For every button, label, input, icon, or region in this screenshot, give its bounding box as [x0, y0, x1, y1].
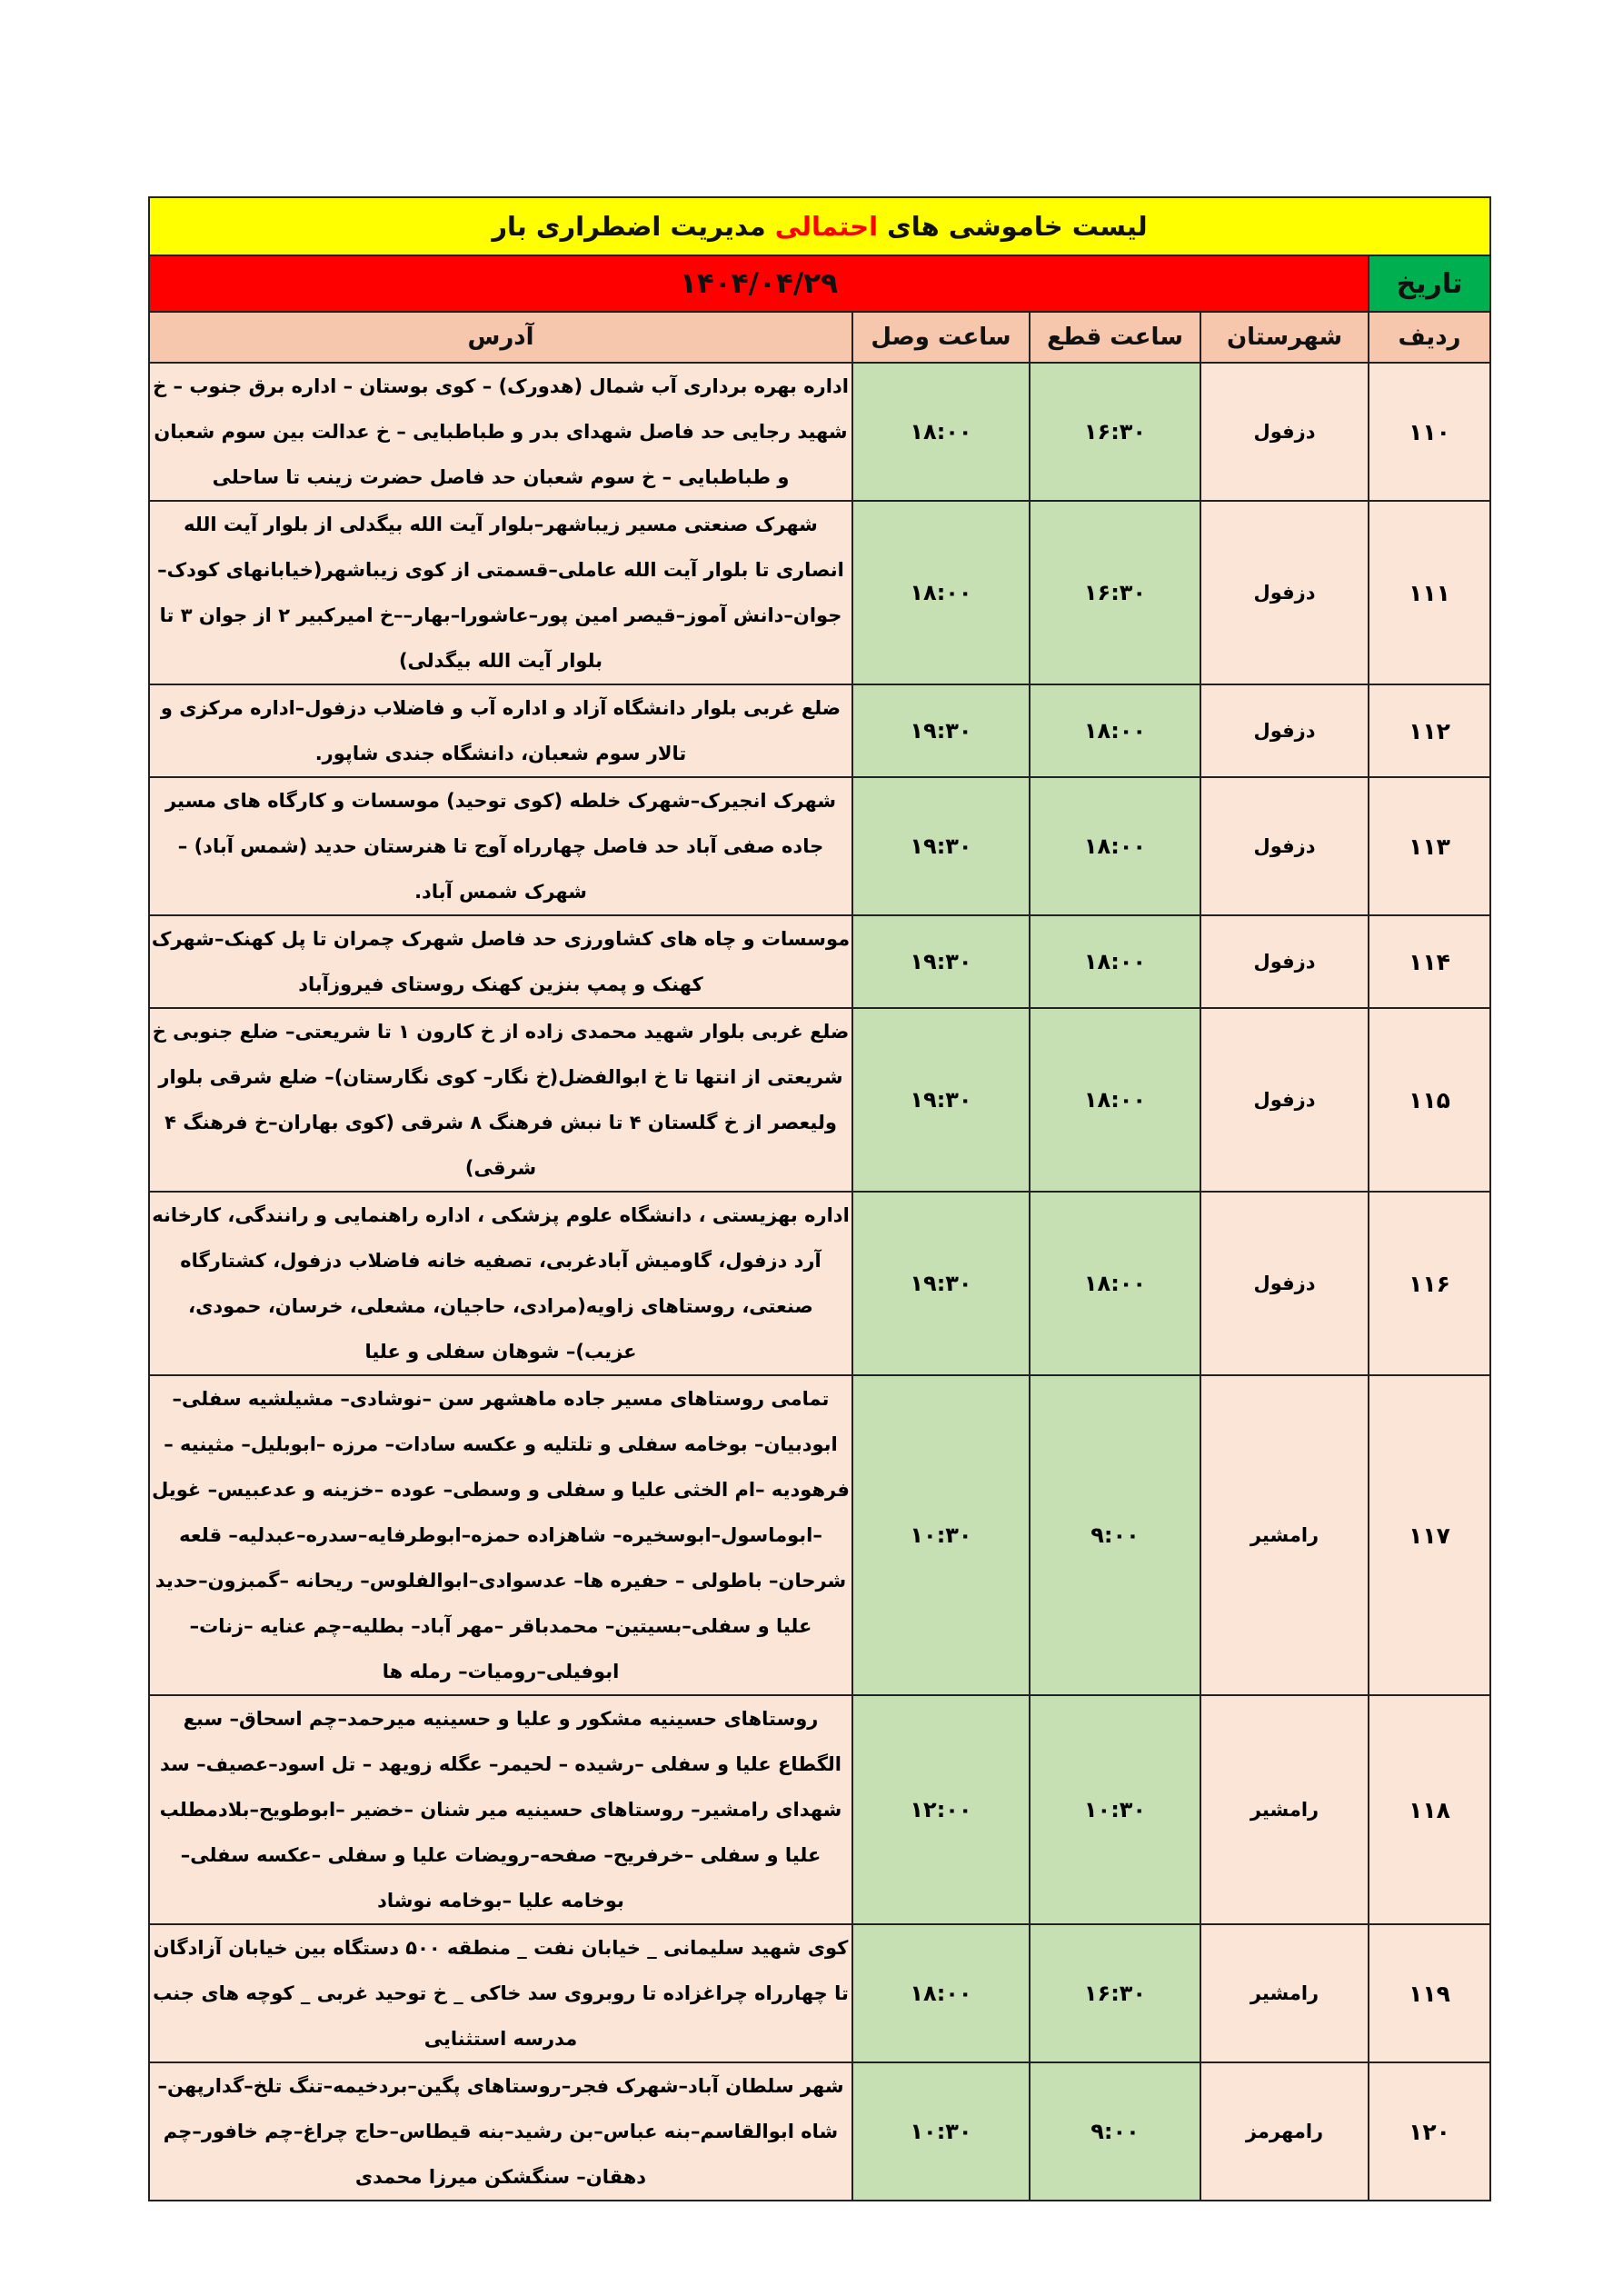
cut-time-cell: ۹:۰۰ [1030, 2062, 1200, 2201]
table-row [149, 915, 1490, 1008]
table-row [149, 684, 1490, 777]
row-number-cell: ۱۱۴ [1369, 915, 1490, 1008]
date-value: ۱۴۰۴/۰۴/۲۹ [149, 255, 1369, 312]
city-cell: دزفول [1200, 363, 1369, 501]
connect-time-cell: ۱۹:۳۰ [852, 684, 1030, 777]
address-cell: ضلع غربی بلوار دانشگاه آزاد و اداره آب و فاضلاب دزفول–اداره مرکزی و تالار سوم شعبان، دانشگاه جندی شاپور. [149, 684, 852, 777]
row-number-cell: ۱۱۷ [1369, 1375, 1490, 1695]
connect-time-cell: ۱۰:۳۰ [852, 1375, 1030, 1695]
table-row [149, 1008, 1490, 1192]
city-cell: دزفول [1200, 501, 1369, 684]
row-number-cell: ۱۱۰ [1369, 363, 1490, 501]
city-cell: رامشیر [1200, 1375, 1369, 1695]
row-number-cell: ۱۱۲ [1369, 684, 1490, 777]
title-highlight: احتمالی [774, 211, 879, 242]
cut-time-cell: ۱۶:۳۰ [1030, 501, 1200, 684]
cut-time-cell: ۱۶:۳۰ [1030, 363, 1200, 501]
table-row [149, 1924, 1490, 2062]
row-number-cell: ۱۱۵ [1369, 1008, 1490, 1192]
row-number-cell: ۱۱۳ [1369, 777, 1490, 915]
date-label: تاریخ [1369, 255, 1490, 312]
row-number-cell: ۱۱۶ [1369, 1192, 1490, 1375]
row-number-cell: ۱۱۹ [1369, 1924, 1490, 2062]
connect-time-cell: ۱۰:۳۰ [852, 2062, 1030, 2201]
city-cell: دزفول [1200, 777, 1369, 915]
title-part2: مدیریت اضطراری بار [492, 211, 766, 242]
header-address: آدرس [149, 312, 852, 363]
address-cell: اداره بهره برداری آب شمال (هدورک) – کوی بوستان – اداره برق جنوب – خ شهید رجایی حد فاصل شهدای بدر و طباطبایی – خ عدالت بین سوم شعبان و طباطبایی – خ سوم شعبان حد فاصل حضرت زینب تا ساحلی [149, 363, 852, 501]
table-row [149, 2062, 1490, 2201]
row-number-cell: ۱۲۰ [1369, 2062, 1490, 2201]
row-number-cell: ۱۱۸ [1369, 1695, 1490, 1924]
table-title [149, 197, 1490, 255]
connect-time-cell: ۱۹:۳۰ [852, 1192, 1030, 1375]
city-cell: دزفول [1200, 1192, 1369, 1375]
address-cell: اداره بهزیستی ، دانشگاه علوم پزشکی ، اداره راهنمایی و رانندگی، کارخانه آرد دزفول، گاومیش آبادغربی، تصفیه خانه فاضلاب دزفول، کشتارگاه صنعتی، روستاهای زاویه(مرادی، حاجیان، مشعلی، خرسان، حمودی، عزیب)– شوهان سفلی و علیا [149, 1192, 852, 1375]
connect-time-cell: ۱۹:۳۰ [852, 1008, 1030, 1192]
address-cell: تمامی روستاهای مسیر جاده ماهشهر سن –نوشادی– مشیلشیه سفلی– ابودبیان– بوخامه سفلی و تلتلیه و عکسه سادات– مرزه –ابوبلیل– مثینیه – فرهودیه –ام الخثی علیا و سفلی و وسطی– عوده –خزینه و عدعبیس– غویل –ابوماسول–ابوسخیره– شاهزاده حمزه–ابوطرفایه–سدره–عبدلیه– قلعه شرحان– باطولی – حفیره ها– عدسوادی–ابوالفلوس– ریحانه –گمبزون–حدید علیا و سفلی–بسیتین– محمدباقر –مهر آباد– بطلیه–چم عنایه –زنات–ابوفیلی–رومیات– رمله ها [149, 1375, 852, 1695]
address-cell: روستاهای حسینیه مشکور و علیا و حسینیه میرحمد–چم اسحاق– سبع الگطاع علیا و سفلی –رشیده – لحیمر– عگله زویهد – تل اسود–عصیف– سد شهدای رامشیر– روستاهای حسینیه میر شنان –خضیر –ابوطویح–بلادمطلب علیا و سفلی –خرفریح– صفحه–رویضات علیا و سفلی –عکسه سفلی–بوخامه علیا –بوخامه نوشاد [149, 1695, 852, 1924]
title-part1: لیست خاموشی های [887, 211, 1148, 242]
table-row [149, 777, 1490, 915]
table-row [149, 1192, 1490, 1375]
table-row [149, 1375, 1490, 1695]
city-cell: دزفول [1200, 915, 1369, 1008]
address-cell: شهرک صنعتی مسیر زیباشهر–بلوار آیت الله بیگدلی از بلوار آیت الله انصاری تا بلوار آیت الله عاملی–قسمتی از کوی زیباشهر(خیابانهای کودک–جوان–دانش آموز–قیصر امین پور–عاشورا–بهار––خ امیرکبیر ۲ از جوان ۳ تا بلوار آیت الله بیگدلی) [149, 501, 852, 684]
connect-time-cell: ۱۸:۰۰ [852, 501, 1030, 684]
cut-time-cell: ۹:۰۰ [1030, 1375, 1200, 1695]
header-connect-time: ساعت وصل [852, 312, 1030, 363]
connect-time-cell: ۱۸:۰۰ [852, 363, 1030, 501]
header-row-number: ردیف [1369, 312, 1490, 363]
connect-time-cell: ۱۹:۳۰ [852, 777, 1030, 915]
cut-time-cell: ۱۰:۳۰ [1030, 1695, 1200, 1924]
address-cell: شهر سلطان آباد–شهرک فجر–روستاهای پگین–بردخیمه–تنگ تلخ–گدارپهن–شاه ابوالقاسم–بنه عباس–بن رشید–بنه قیطاس–حاج چراغ–چم خافور–چم دهقان– سنگشکن میرزا محمدی [149, 2062, 852, 2201]
header-row [149, 312, 1490, 363]
city-cell: رامهرمز [1200, 2062, 1369, 2201]
address-cell: شهرک انجیرک–شهرک خلطه (کوی توحید) موسسات و کارگاه های مسیر جاده صفی آباد حد فاصل چهارراه آوج تا هنرستان حدید (شمس آباد) – شهرک شمس آباد. [149, 777, 852, 915]
table-row [149, 363, 1490, 501]
table-row [149, 501, 1490, 684]
city-cell: رامشیر [1200, 1924, 1369, 2062]
connect-time-cell: ۱۲:۰۰ [852, 1695, 1030, 1924]
cut-time-cell: ۱۸:۰۰ [1030, 777, 1200, 915]
outage-table [148, 196, 1491, 2201]
cut-time-cell: ۱۶:۳۰ [1030, 1924, 1200, 2062]
cut-time-cell: ۱۸:۰۰ [1030, 1192, 1200, 1375]
city-cell: دزفول [1200, 1008, 1369, 1192]
row-number-cell: ۱۱۱ [1369, 501, 1490, 684]
city-cell: رامشیر [1200, 1695, 1369, 1924]
header-city: شهرستان [1200, 312, 1369, 363]
cut-time-cell: ۱۸:۰۰ [1030, 1008, 1200, 1192]
header-cut-time: ساعت قطع [1030, 312, 1200, 363]
table-row [149, 1695, 1490, 1924]
address-cell: کوی شهید سلیمانی _ خیابان نفت _ منطقه ۵۰۰ دستگاه بین خیابان آزادگان تا چهارراه چراغزاده تا روبروی سد خاکی _ خ توحید غربی _ کوچه های جنب مدرسه استثنایی [149, 1924, 852, 2062]
address-cell: ضلع غربی بلوار شهید محمدی زاده از خ کارون ۱ تا شریعتی– ضلع جنوبی خ شریعتی از انتها تا خ ابوالفضل(خ نگار– کوی نگارستان)– ضلع شرقی بلوار ولیعصر از خ گلستان ۴ تا نبش فرهنگ ۸ شرقی (کوی بهاران–خ فرهنگ ۴ شرقی) [149, 1008, 852, 1192]
cut-time-cell: ۱۸:۰۰ [1030, 684, 1200, 777]
address-cell: موسسات و چاه های کشاورزی حد فاصل شهرک چمران تا پل کهنک–شهرک کهنک و پمپ بنزین کهنک روستای فیروزآباد [149, 915, 852, 1008]
connect-time-cell: ۱۹:۳۰ [852, 915, 1030, 1008]
cut-time-cell: ۱۸:۰۰ [1030, 915, 1200, 1008]
connect-time-cell: ۱۸:۰۰ [852, 1924, 1030, 2062]
city-cell: دزفول [1200, 684, 1369, 777]
